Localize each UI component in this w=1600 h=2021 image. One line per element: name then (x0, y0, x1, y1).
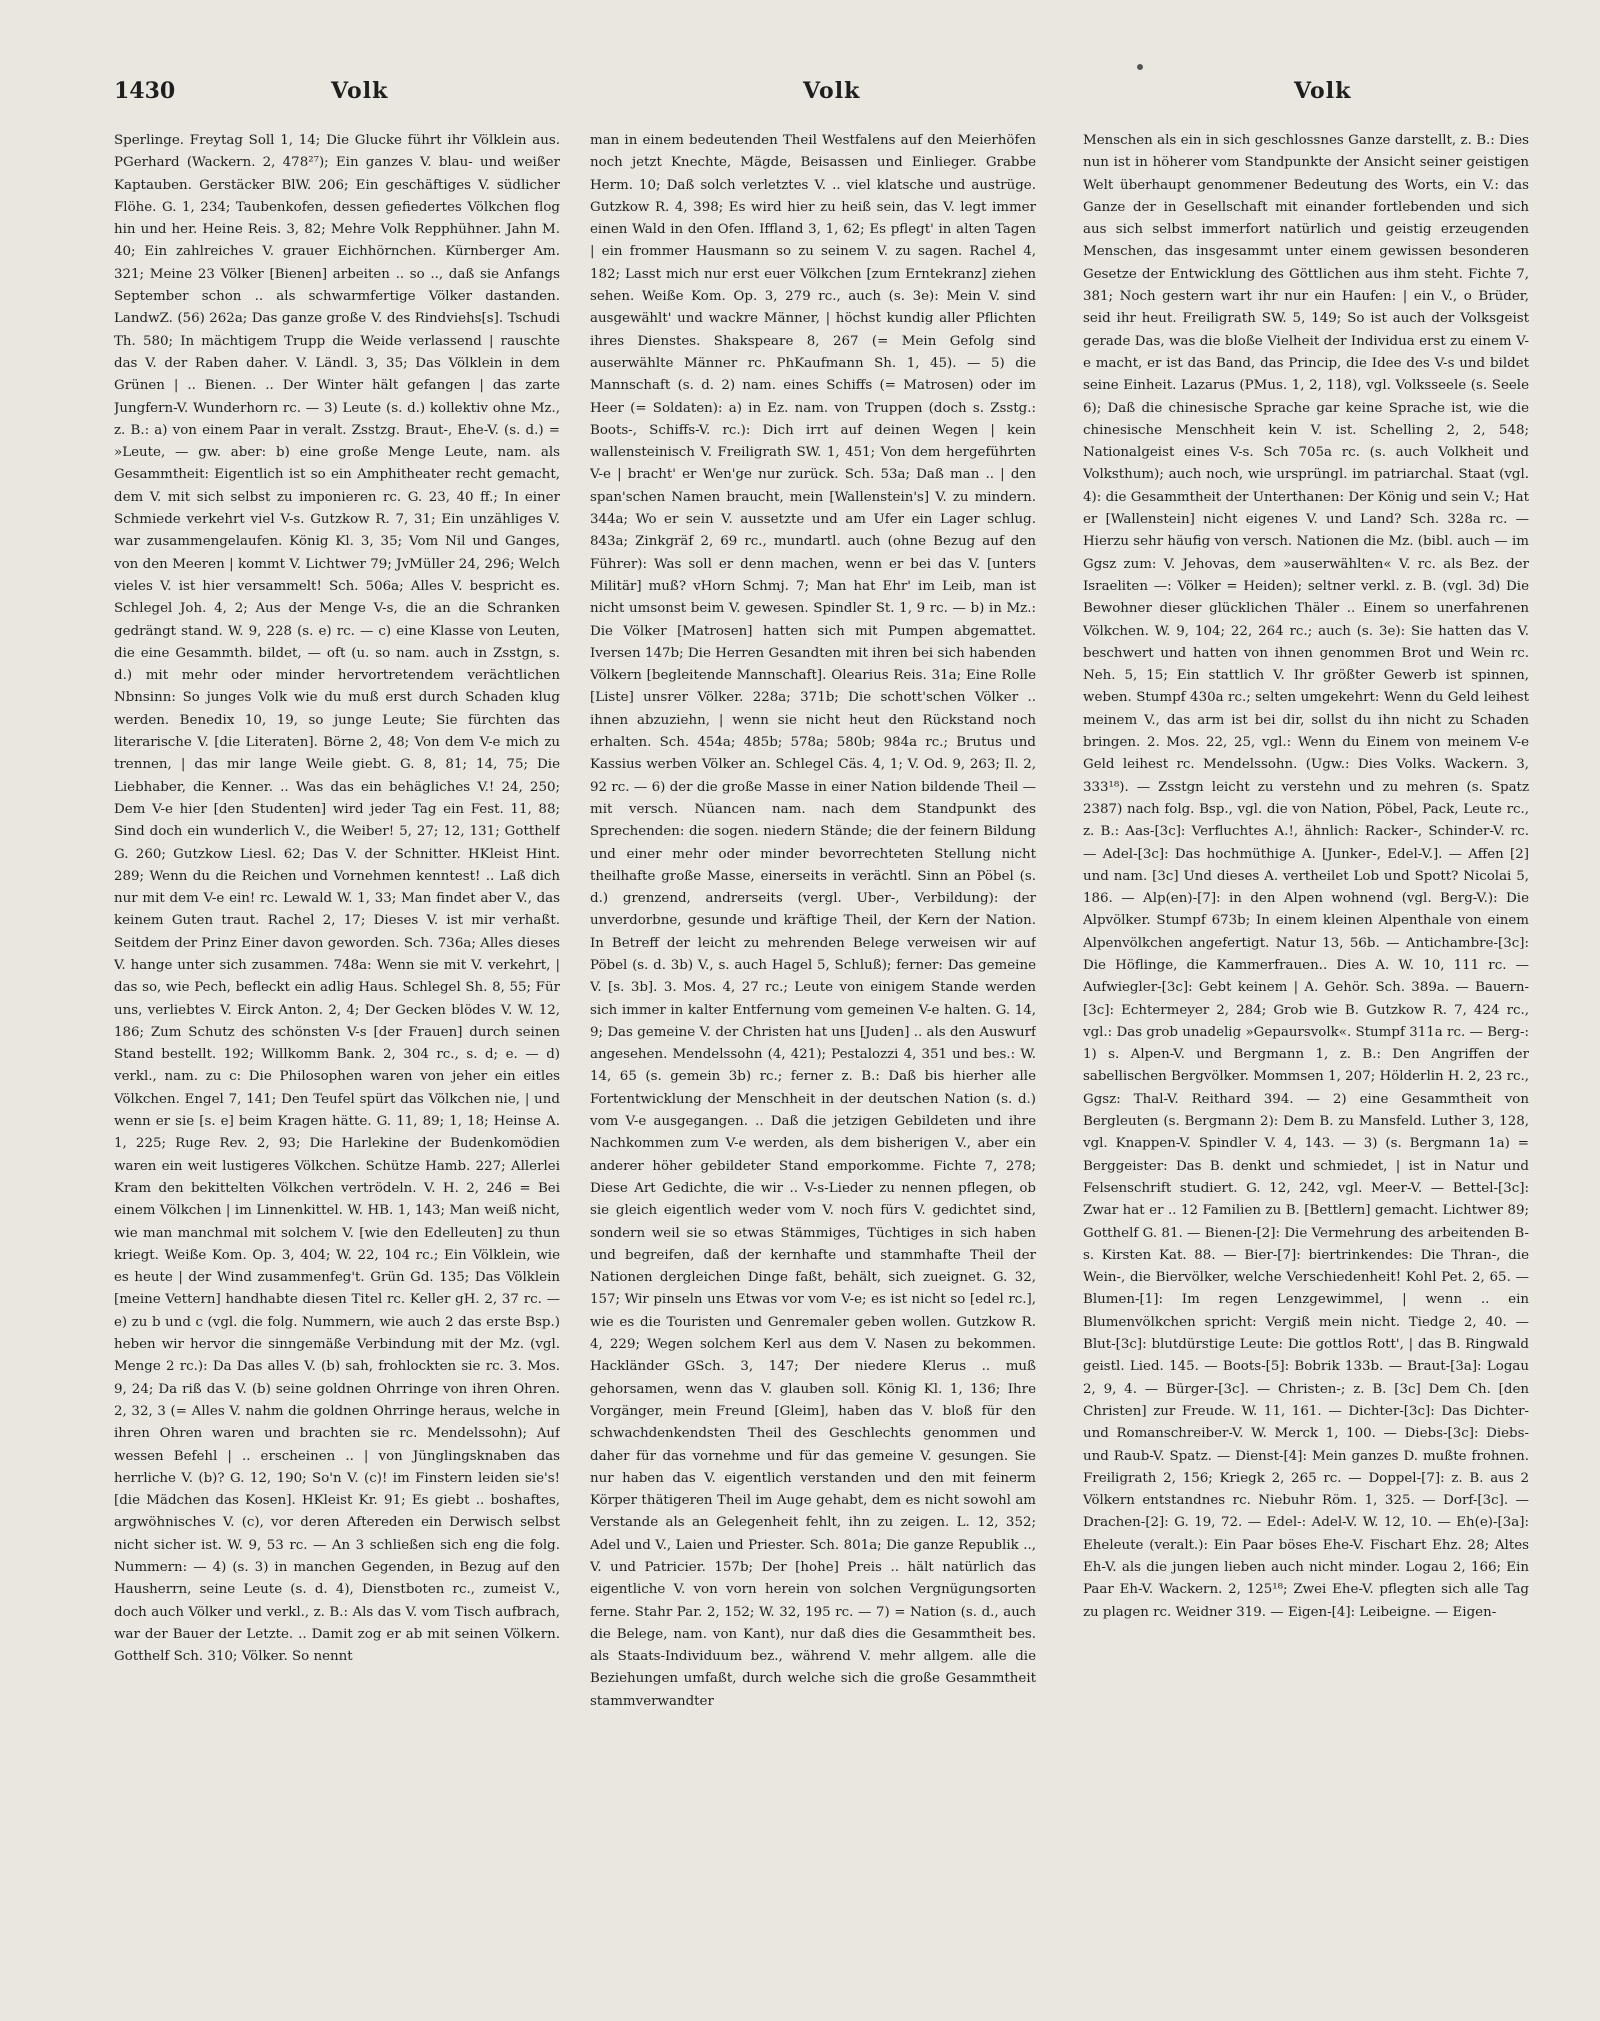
running-head-left: Volk (331, 78, 389, 104)
running-head-right: Volk (1294, 78, 1352, 104)
page-header (0, 74, 1600, 114)
text-column-3 (1083, 130, 1529, 1990)
ink-dot (1137, 64, 1143, 70)
column-3-text: Menschen als ein in sich geschlossnes Ganze darstellt, z. B.: Dies nun ist in höherer vom Standpunkte der Ansicht seiner geistigen Welt überhaupt genommener Bedeutung des Worts, ein V.: das Ganze der in Gesellschaft mit einander fortlebenden und sich aus sich selbst immerfort natürlich und geistig erzeugenden Menschen, das insgesammt unter einem gewissen besonderen Gesetze der Entwicklung des Göttlichen aus ihm steht. Fichte 7, 381; Noch gestern wart ihr nur ein Haufen: | ein V., o Brüder, seid ihr heut. Freiligrath SW. 5, 149; So ist auch der Volksgeist gerade Das, was die bloße Vielheit der Individua erst zu einem V-e macht, er ist das Band, das Princip, die Idee des V-s und bildet seine Einheit. Lazarus (PMus. 1, 2, 118), vgl. Volksseele (s. Seele 6); Daß die chinesische Sprache gar keine Sprache ist, wie die chinesische Menschheit kein V. ist. Schelling 2, 2, 548; Nationalgeist eines V-s. Sch 705a rc. (s. auch Volkheit und Volksthum); auch noch, wie ursprüngl. im patriarchal. Staat (vgl. 4): die Gesammtheit der Unterthanen: Der König und sein V.; Hat er [Wallenstein] nicht eigenes V. und Land? Sch. 328a rc. — Hierzu sehr häufig von versch. Nationen die Mz. (bibl. auch — im Ggsz zum: V. Jehovas, dem »auserwählten« V. rc. als Bez. der Israeliten —: Völker = Heiden); seltner verkl. z. B. (vgl. 3d) Die Bewohner dieser glücklichen Thäler .. Einem so unerfahrenen Völkchen. W. 9, 104; 22, 264 rc.; auch (s. 3e): Sie hatten das V. beschwert und hatten von ihnen genommen Brot und Wein rc. Neh. 5, 15; Ein stattlich V. Ihr größter Gewerb ist spinnen, weben. Stumpf 430a rc.; selten umgekehrt: Wenn du Geld leihest meinem V., das arm ist bei dir, sollst du ihn nicht zu Schaden bringen. 2. Mos. 22, 25, vgl.: Wenn du Einem von meinem V-e Geld leihest rc. Mendelssohn. (Ugw.: Dies Volks. Wackern. 3, 333¹⁸). — Zsstgn leicht zu verstehn und zu mehren (s. Spatz 2387) nach folg. Bsp., vgl. die von Nation, Pöbel, Pack, Leute rc., z. B.: Aas-[3c]: Verfluchtes A.!, ähnlich: Racker-, Schinder-V. rc. — Adel-[3c]: Das hochmüthige A. [Junker-, Edel-V.]. — Affen [2] und nam. [3c] Und dieses A. vertheilet Lob und Spott? Nicolai 5, 186. — Alp(en)-[7]: in den Alpen wohnend (vgl. Berg-V.): Die Alpvölker. Stumpf 673b; In einem kleinen Alpenthale von einem Alpenvölkchen angefertigt. Natur 13, 56b. — Antichambre-[3c]: Die Höflinge, die Kammerfrauen.. Dies A. W. 10, 111 rc. — Aufwiegler-[3c]: Gebt keinem | A. Gehör. Sch. 389a. — Bauern-[3c]: Echtermeyer 2, 284; Grob wie B. Gutzkow R. 7, 424 rc., vgl.: Das grob unadelig »Gepaursvolk«. Stumpf 311a rc. — Berg-: 1) s. Alpen-V. und Bergmann 1, z. B.: Den Angriffen der sabellischen Bergvölker. Mommsen 1, 207; Hölderlin H. 2, 23 rc., Ggsz: Thal-V. Reithard 394. — 2) eine Gesammtheit von Bergleuten (s. Bergmann 2): Dem B. zu Mansfeld. Luther 3, 128, vgl. Knappen-V. Spindler V. 4, 143. — 3) (s. Bergmann 1a) = Berggeister: Das B. denkt und schmiedet, | ist in Natur und Felsenschrift studiert. G. 12, 242, vgl. Meer-V. — Bettel-[3c]: Zwar hat er .. 12 Familien zu B. [Bettlern] gemacht. Lichtwer 89; Gotthelf G. 81. — Bienen-[2]: Die Vermehrung des arbeitenden B-s. Kirsten Kat. 88. — Bier-[7]: biertrinkendes: Die Thran-, die Wein-, die Biervölker, welche Verschiedenheit! Kohl Pet. 2, 65. — Blumen-[1]: Im regen Lenzgewimmel, | wenn .. ein Blumenvölkchen spricht: Vergiß mein nicht. Tiedge 2, 40. — Blut-[3c]: blutdürstige Leute: Die gottlos Rott', | das B. Ringwald geistl. Lied. 145. — Boots-[5]: Bobrik 133b. — Braut-[3a]: Logau 2, 9, 4. — Bürger-[3c]. — Christen-; z. B. [3c] Dem Ch. [den Christen] zur Freude. W. 11, 161. — Dichter-[3c]: Das Dichter- und Romanschreiber-V. W. Merck 1, 100. — Diebs-[3c]: Diebs- und Raub-V. Spatz. — Dienst-[4]: Mein ganzes D. mußte frohnen. Freiligrath 2, 156; Kriegk 2, 265 rc. — Doppel-[7]: z. B. aus 2 Völkern entstandnes rc. Niebuhr Röm. 1, 325. — Dorf-[3c]. — Drachen-[2]: G. 19, 72. — Edel-: Adel-V. W. 12, 10. — Eh(e)-[3a]: Eheleute (veralt.): Ein Paar böses Ehe-V. Fischart Ehz. 28; Altes Eh-V. als die jungen lieben auch nicht minder. Logau 2, 166; Ein Paar Eh-V. Wackern. 2, 125¹⁸; Zwei Ehe-V. pflegten sich alle Tag zu plagen rc. Weidner 319. — Eigen-[4]: Leibeigne. — Eigen- (1083, 133, 1529, 1620)
column-1-text: Sperlinge. Freytag Soll 1, 14; Die Glucke führt ihr Völklein aus. PGerhard (Wackern. 2, 478²⁷); Ein ganzes V. blau- und weißer Kaptauben. Gerstäcker BlW. 206; Ein geschäftiges V. südlicher Flöhe. G. 1, 234; Taubenkofen, dessen gefiedertes Völkchen flog hin und her. Heine Reis. 3, 82; Mehre Volk Repphühner. Jahn M. 40; Ein zahlreiches V. grauer Eichhörnchen. Kürnberger Am. 321; Meine 23 Völker [Bienen] arbeiten .. so .., daß sie Anfangs September schon .. als schwarmfertige Völker dastanden. LandwZ. (56) 262a; Das ganze große V. des Rindviehs[s]. Tschudi Th. 580; In mächtigem Trupp die Weide verlassend | rauschte das V. der Raben daher. V. Ländl. 3, 35; Das Völklein in dem Grünen | .. Bienen. .. Der Winter hält gefangen | das zarte Jungfern-V. Wunderhorn rc. — 3) Leute (s. d.) kollektiv ohne Mz., z. B.: a) von einem Paar in veralt. Zsstzg. Braut-, Ehe-V. (s. d.) = »Leute, — gw. aber: b) eine große Menge Leute, nam. als Gesammtheit: Eigentlich ist so ein Amphitheater recht gemacht, dem V. mit sich selbst zu imponieren rc. G. 23, 40 ff.; In einer Schmiede verkehrt viel V-s. Gutzkow R. 7, 31; Ein unzähliges V. war zusammengelaufen. König Kl. 3, 35; Vom Nil und Ganges, von den Meeren | kommt V. Lichtwer 79; JvMüller 24, 296; Welch vieles V. ist hier versammelt! Sch. 506a; Alles V. bespricht es. Schlegel Joh. 4, 2; Aus der Menge V-s, die an die Schranken gedrängt stand. W. 9, 228 (s. e) rc. — c) eine Klasse von Leuten, die eine Gesammth. bildet, — oft (u. so nam. auch in Zsstgn, s. d.) mit mehr oder minder hervortretendem verächtlichen Nbnsinn: So junges Volk wie du muß erst durch Schaden klug werden. Benedix 10, 19, so junge Leute; Sie fürchten das literarische V. [die Literaten]. Börne 2, 48; Von dem V-e mich zu trennen, | das mir lange Weile giebt. G. 8, 81; 14, 75; Die Liebhaber, die Kenner. .. Was das ein behägliches V.! 24, 250; Dem V-e hier [den Studenten] wird jeder Tag ein Fest. 11, 88; Sind doch ein wunderlich V., die Weiber! 5, 27; 12, 131; Gotthelf G. 260; Gutzkow Liesl. 62; Das V. der Schnitter. HKleist Hint. 289; Wenn du die Reichen und Vornehmen kenntest! .. Laß dich nur mit dem V-e ein! rc. Lewald W. 1, 33; Man findet aber V., das keinem Guten traut. Rachel 2, 17; Dieses V. ist mir verhaßt. Seitdem der Prinz Einer davon geworden. Sch. 736a; Alles dieses V. hange unter sich zusammen. 748a: Wenn sie mit V. verkehrt, | das so, wie Pech, befleckt ein adlig Haus. Schlegel Sh. 8, 55; Für uns, verliebtes V. Eirck Anton. 2, 4; Der Gecken blödes V. W. 12, 186; Zum Schutz des schönsten V-s [der Frauen] durch seinen Stand bestellt. 192; Willkomm Bank. 2, 304 rc., s. d; e. — d) verkl., nam. zu c: Die Philosophen waren von jeher ein eitles Völkchen. Engel 7, 141; Den Teufel spürt das Völkchen nie, | und wenn er sie [s. e] beim Kragen hätte. G. 11, 89; 1, 18; Heinse A. 1, 225; Ruge Rev. 2, 93; Die Harlekine der Budenkomödien waren ein weit lustigeres Völkchen. Schütze Hamb. 227; Allerlei Kram den bekittelten Völkchen vertrödeln. V. H. 2, 246 = Bei einem Völkchen | im Linnenkittel. W. HB. 1, 143; Man weiß nicht, wie man manchmal mit solchem V. [wie den Edelleuten] zu thun kriegt. Weiße Kom. Op. 3, 404; W. 22, 104 rc.; Ein Völklein, wie es heute | der Wind zusammenfeg't. Grün Gd. 135; Das Völklein [meine Vettern] handhabte diesen Titel rc. Keller gH. 2, 37 rc. — e) zu b und c (vgl. die folg. Nummern, wie auch 2 das erste Bsp.) heben wir hervor die sinngemäße Verbindung mit der Mz. (vgl. Menge 2 rc.): Da Das alles V. (b) sah, frohlockten sie rc. 3. Mos. 9, 24; Da riß das V. (b) seine goldnen Ohrringe von ihren Ohren. 2, 32, 3 (= Alles V. nahm die goldnen Ohrringe heraus, welche in ihren Ohren waren und brachten sie rc. Mendelssohn); Auf wessen Befehl | .. erscheinen .. | von Jünglingsknaben das herrliche V. (b)? G. 12, 190; So'n V. (c)! im Finstern leiden sie's! [die Mädchen das Kosen]. HKleist Kr. 91; Es giebt .. boshaftes, argwöhnisches V. (c), vor deren Aftereden ein Derwisch selbst nicht sicher ist. W. 9, 53 rc. — An 3 schließen sich eng die folg. Nummern: — 4) (s. 3) in manchen Gegenden, in Bezug auf den Hausherrn, seine Leute (s. d. 4), Dienstboten rc., zumeist V., doch auch Völker und verkl., z. B.: Als das V. vom Tisch aufbrach, war der Bauer der Letzte. .. Damit zog er ab mit seinen Völkern. Gotthelf Sch. 310; Völker. So nennt (114, 133, 560, 1665)
page-number: 1430 (114, 78, 176, 104)
text-column-2 (590, 130, 1036, 1990)
text-column-1 (114, 130, 560, 1990)
running-head-center: Volk (803, 78, 861, 104)
column-2-text: man in einem bedeutenden Theil Westfalens auf den Meierhöfen noch jetzt Knechte, Mägde, Beisassen und Einlieger. Grabbe Herm. 10; Daß solch verletztes V. .. viel klatsche und austrüge. Gutzkow R. 4, 398; Es wird hier zu heiß sein, das V. legt immer einen Wald in den Ofen. Iffland 3, 1, 62; Es pflegt' in alten Tagen | ein frommer Hausmann so zu seinem V. zu sagen. Rachel 4, 182; Lasst mich nur erst euer Völkchen [zum Erntekranz] ziehen sehen. Weiße Kom. Op. 3, 279 rc., auch (s. 3e): Mein V. sind ausgewählt' und wackre Männer, | höchst kundig aller Pflichten ihres Dienstes. Shakspeare 8, 267 (= Mein Gefolg sind auserwählte Männer rc. PhKaufmann Sh. 1, 45). — 5) die Mannschaft (s. d. 2) nam. eines Schiffs (= Matrosen) oder im Heer (= Soldaten): a) in Ez. nam. von Truppen (doch s. Zsstg.: Boots-, Schiffs-V. rc.): Dich irrt auf deinen Wegen | kein wallensteinisch V. Freiligrath SW. 1, 451; Von dem hergeführten V-e | bracht' er Wen'ge nur zurück. Sch. 53a; Daß man .. | den span'schen Namen braucht, mein [Wallenstein's] V. zu mindern. 344a; Wo er sein V. aussetzte und am Ufer ein Lager schlug. 843a; Zinkgräf 2, 69 rc., mundartl. auch (ohne Bezug auf den Führer): Was soll er denn machen, wenn er bei das V. [unters Militär] muß? vHorn Schmj. 7; Man hat Ehr' im Leib, man ist nicht umsonst beim V. gewesen. Spindler St. 1, 9 rc. — b) in Mz.: Die Völker [Matrosen] hatten sich mit Pumpen abgemattet. Iversen 147b; Die Herren Gesandten mit ihren bei sich habenden Völkern [begleitende Mannschaft]. Olearius Reis. 31a; Eine Rolle [Liste] unsrer Völker. 228a; 371b; Die schott'schen Völker .. ihnen abzuziehn, | wenn sie nicht heut den Rückstand noch erhalten. Sch. 454a; 485b; 578a; 580b; 984a rc.; Brutus und Kassius werben Völker an. Schlegel Cäs. 4, 1; V. Od. 9, 263; Il. 2, 92 rc. — 6) der die große Masse in einer Nation bildende Theil — mit versch. Nüancen nam. nach dem Standpunkt des Sprechenden: die sogen. niedern Stände; die der feinern Bildung und einer mehr oder minder bevorrechteten Stellung nicht theilhafte große Masse, einerseits in verächtl. Sinn an Pöbel (s. d.) grenzend, andrerseits (vergl. Uber-, Verbildung): der unverdorbne, gesunde und kräftige Theil, der Kern der Nation. In Betreff der leicht zu mehrenden Belege verweisen wir auf Pöbel (s. d. 3b) V., s. auch Hagel 5, Schluß); ferner: Das gemeine V. [s. 3b]. 3. Mos. 4, 27 rc.; Leute von einigem Stande werden sich immer in kalter Entfernung vom gemeinen V-e halten. G. 14, 9; Das gemeine V. der Christen hat uns [Juden] .. als den Auswurf angesehen. Mendelssohn (4, 421); Pestalozzi 4, 351 und bes.: W. 14, 65 (s. gemein 3b) rc.; ferner z. B.: Daß bis hierher alle Fortentwicklung der Menschheit in der deutschen Nation (s. d.) vom V-e ausgegangen. .. Daß die jetzigen Gebildeten und ihre Nachkommen zum V-e werden, als dem bisherigen V., aber ein anderer höher gebildeter Stand emporkomme. Fichte 7, 278; Diese Art Gedichte, die wir .. V-s-Lieder zu nennen pflegen, ob sie gleich eigentlich weder vom V. noch fürs V. gedichtet sind, sondern weil sie so etwas Stämmiges, Tüchtiges in sich haben und begreifen, daß der kernhafte und stammhafte Theil der Nationen dergleichen Dinge faßt, behält, sich zueignet. G. 32, 157; Wir pinseln uns Etwas vor vom V-e; es ist nicht so [edel rc.], wie es die Touristen und Genremaler geben wollen. Gutzkow R. 4, 229; Wegen solchem Kerl aus dem V. Nasen zu bekommen. Hackländer GSch. 3, 147; Der niedere Klerus .. muß gehorsamen, wenn das V. glauben soll. König Kl. 1, 136; Ihre Vorgänger, mein Freund [Gleim], haben das V. bloß für den schwachdenkendsten Theil des Geschlechts genommen und daher für das vornehme und für das gemeine V. gesungen. Sie nur haben das V. eigentlich verstanden und den mit feinerm Körper thätigeren Theil im Auge gehabt, dem es nicht sowohl am Verstande als an Gelegenheit fehlt, ihn zu zeigen. L. 12, 352; Adel und V., Laien und Priester. Sch. 801a; Die ganze Republik .., V. und Patricier. 157b; Der [hohe] Preis .. hält natürlich das eigentliche V. von vorn herein von solchen Vergnügungsorten ferne. Stahr Par. 2, 152; W. 32, 195 rc. — 7) = Nation (s. d., auch die Belege, nam. von Kant), nur daß dies die Gesammtheit bes. als Staats-Individuum bez., während V. mehr allgem. alle die Beziehungen umfaßt, durch welche sich die große Gesammtheit stammverwandter (590, 133, 1036, 1709)
